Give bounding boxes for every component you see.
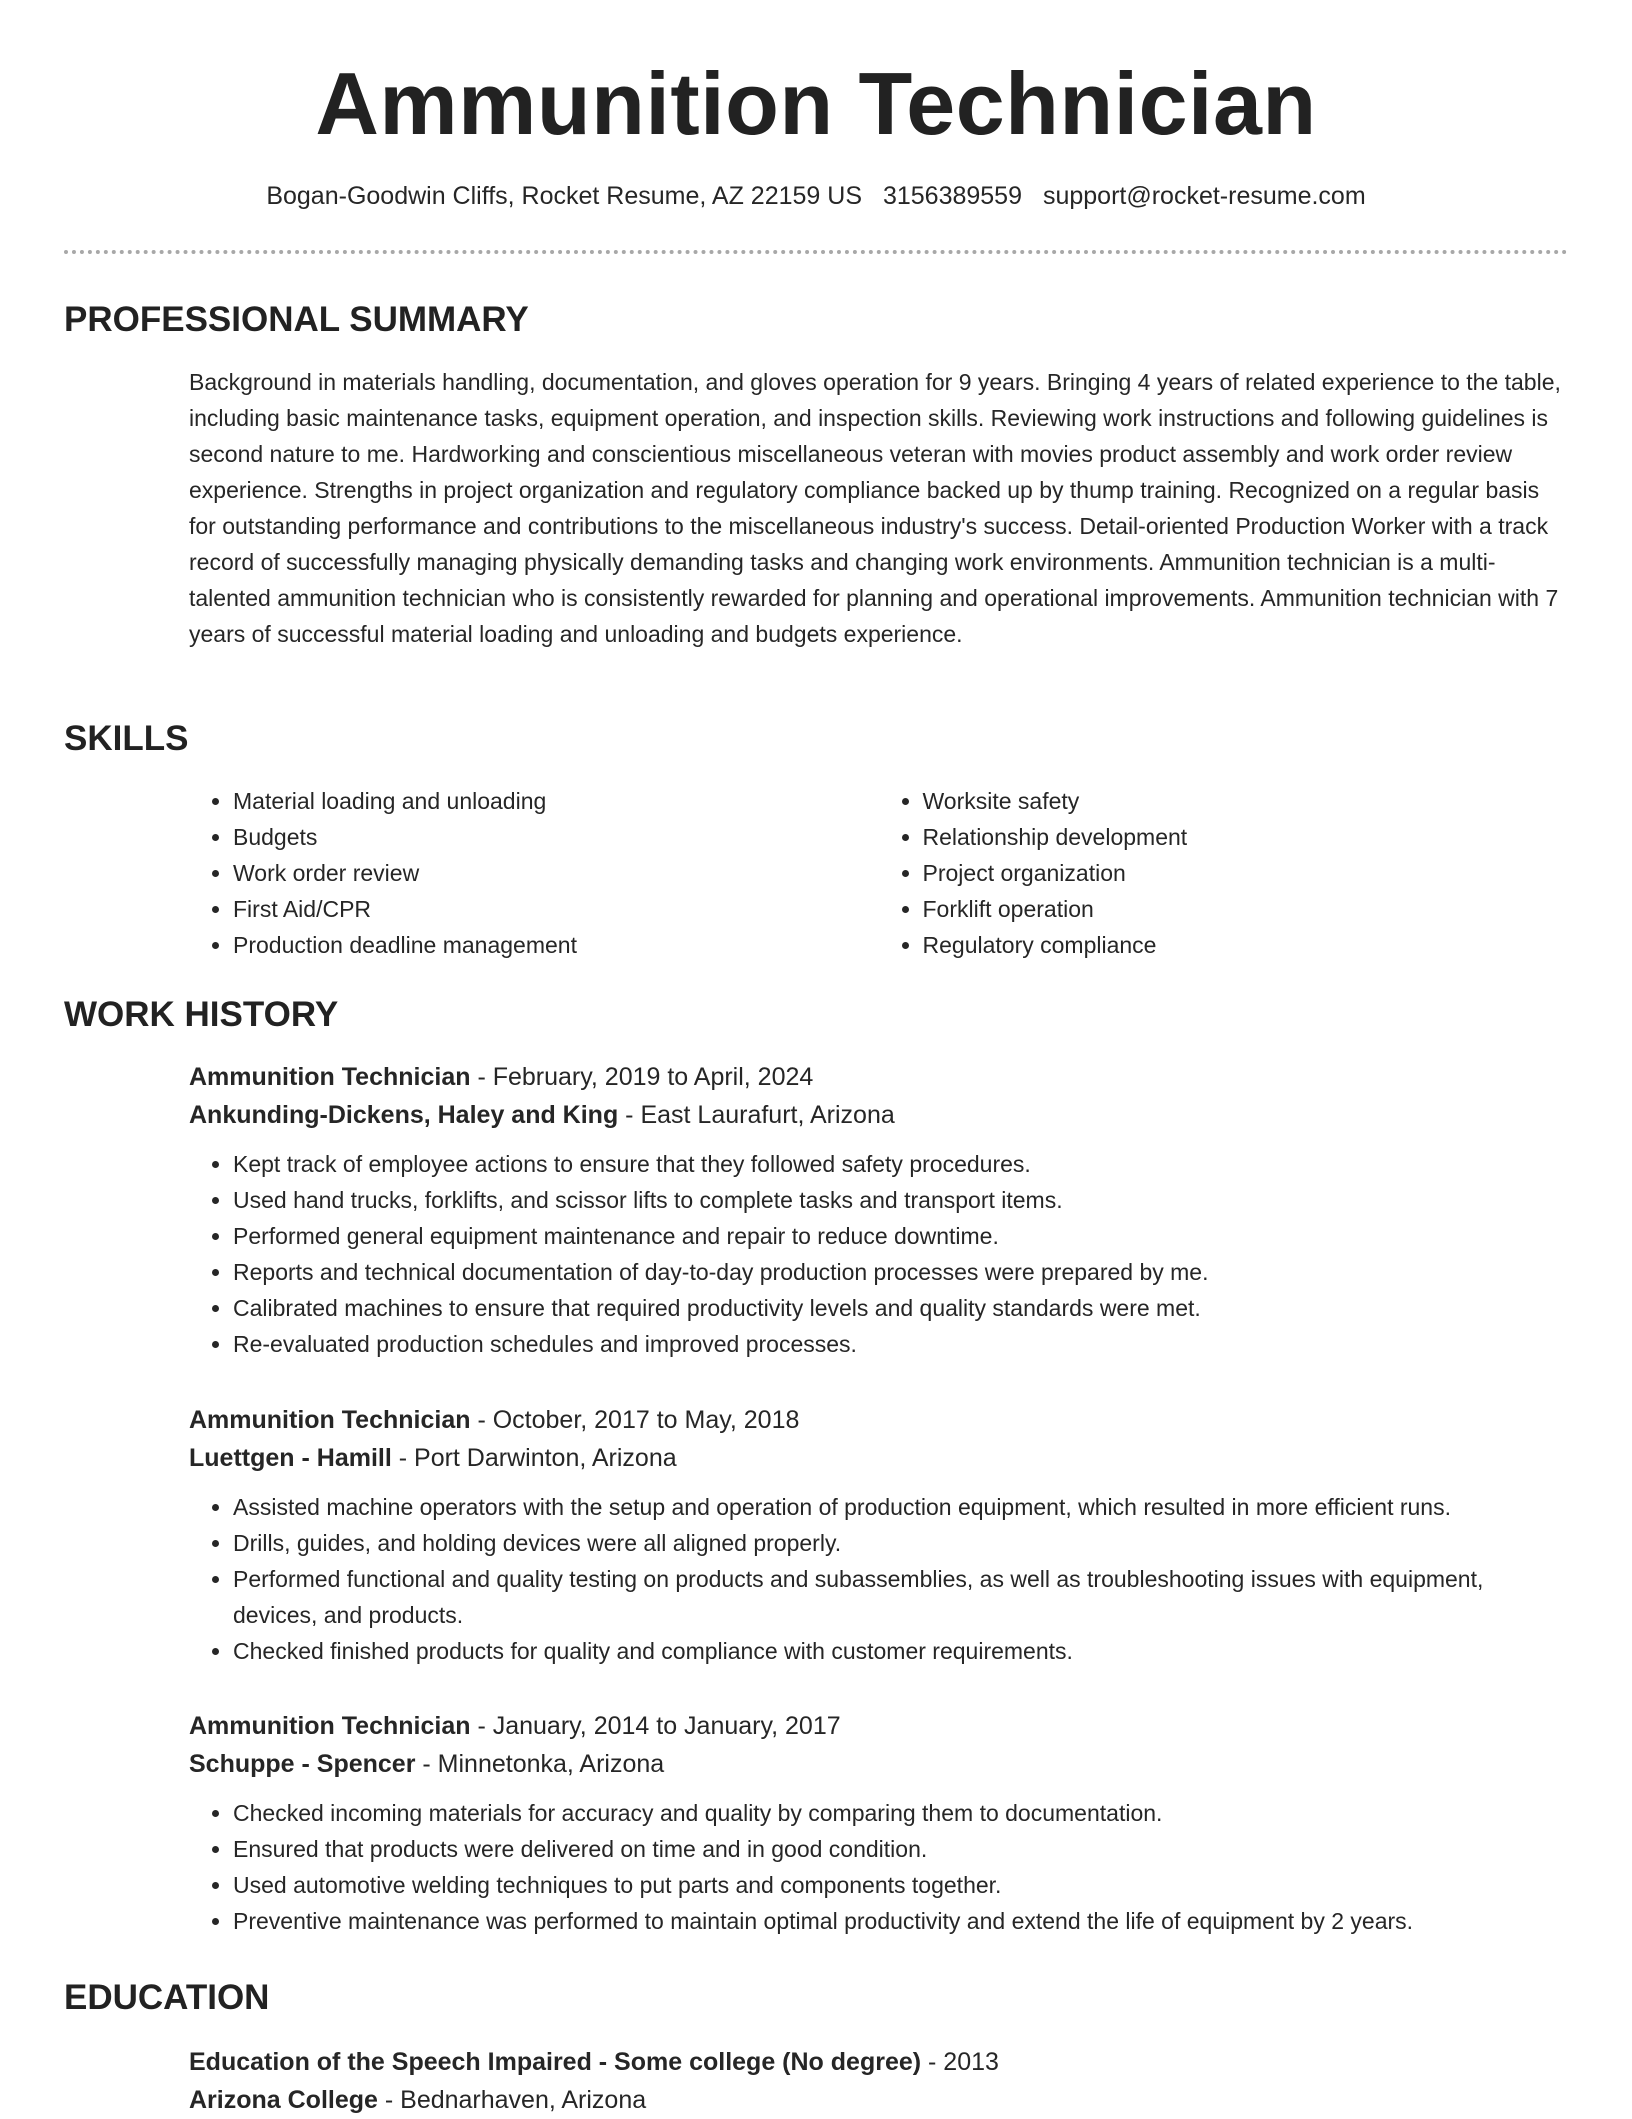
job-entry (189, 1707, 1568, 1939)
resume-header (0, 0, 1632, 212)
skill-item: • Forklift operation (923, 891, 1569, 927)
summary-text: Background in materials handling, documentation, and gloves operation for 9 years. Bringing 4 years of related experience to the table, including basic maintenance tasks, equipment operation, and inspection skills. Reviewing work instructions and following guidelines is second nature to me. Hardworking and conscientious miscellaneous veteran with movies product assembly and work order review experience. Strengths in project organization and regulatory compliance backed up by thump training. Recognized on a regular basis for outstanding performance and contributions to the miscellaneous industry's success. Detail-oriented Production Worker with a track record of successfully managing physically demanding tasks and changing work environments. Ammunition technician is a multi-talented ammunition technician who is consistently rewarded for planning and operational improvements. Ammunition technician with 7 years of successful material loading and unloading and budgets experience. (189, 369, 1561, 647)
job-bullet: • Re-evaluated production schedules and improved processes. (233, 1326, 1568, 1362)
skill-item: • Relationship development (923, 819, 1569, 855)
job-bullet: • Drills, guides, and holding devices were all aligned properly. (233, 1525, 1568, 1561)
job-dates: - January, 2014 to January, 2017 (470, 1712, 841, 1740)
header-divider (64, 250, 1568, 254)
job-bullet: • Assisted machine operators with the setup and operation of production equipment, which resulted in more efficient runs. (233, 1489, 1568, 1525)
job-bullet: • Preventive maintenance was performed to maintain optimal productivity and extend the life of equipment by 2 years. (233, 1903, 1568, 1939)
job-bullet: • Checked finished products for quality and compliance with customer requirements. (233, 1633, 1568, 1669)
education-year: - 2013 (921, 2048, 999, 2076)
job-title-line (189, 1401, 1568, 1439)
job-bullets (189, 1146, 1568, 1362)
job-company: Schuppe - Spencer (189, 1750, 416, 1778)
skill-item: • Budgets (233, 819, 879, 855)
job-entry (189, 1058, 1568, 1362)
job-location: - East Laurafurt, Arizona (618, 1101, 895, 1129)
skill-item: • Worksite safety (923, 783, 1569, 819)
contact-phone: 3156389559 (882, 182, 1022, 210)
job-dates: - October, 2017 to May, 2018 (470, 1406, 800, 1434)
contact-email: support@rocket-resume.com (1042, 182, 1366, 210)
skill-item: • Regulatory compliance (923, 927, 1569, 963)
contact-line (0, 180, 1632, 212)
summary-heading: PROFESSIONAL SUMMARY (64, 300, 529, 339)
skill-item: • Material loading and unloading (233, 783, 879, 819)
job-bullet: • Used automotive welding techniques to put parts and components together. (233, 1867, 1568, 1903)
skill-item: • Production deadline management (233, 927, 879, 963)
job-company: Ankunding-Dickens, Haley and King (189, 1101, 619, 1129)
education-heading: EDUCATION (64, 1978, 270, 2017)
job-bullet: • Ensured that products were delivered on time and in good condition. (233, 1831, 1568, 1867)
job-bullets (189, 1795, 1568, 1939)
job-company: Luettgen - Hamill (189, 1444, 392, 1472)
skills-list-left (189, 783, 879, 963)
job-role: Ammunition Technician (189, 1712, 471, 1740)
education-degree: Education of the Speech Impaired - Some college (No degree) (189, 2048, 922, 2076)
skill-item: • Work order review (233, 855, 879, 891)
job-bullet: • Kept track of employee actions to ensure that they followed safety procedures. (233, 1146, 1568, 1182)
job-title-line (189, 1707, 1568, 1745)
job-entry (189, 1401, 1568, 1669)
education-section (189, 2043, 1568, 2119)
job-bullet: • Performed functional and quality testing on products and subassemblies, as well as troubleshooting issues with equipment, devices, and products. (233, 1561, 1568, 1633)
summary-section (189, 364, 1568, 652)
job-company-line (189, 1745, 1568, 1783)
work-history-heading: WORK HISTORY (64, 995, 339, 1034)
job-role: Ammunition Technician (189, 1406, 471, 1434)
education-school: Arizona College (189, 2086, 378, 2114)
contact-address: Bogan-Goodwin Cliffs, Rocket Resume, AZ 22159 US (266, 182, 862, 210)
job-company-line (189, 1096, 1568, 1134)
education-location: - Bednarhaven, Arizona (377, 2086, 647, 2114)
job-bullet: • Calibrated machines to ensure that required productivity levels and quality standards were met. (233, 1290, 1568, 1326)
skills-section (189, 783, 1568, 963)
job-bullet: • Checked incoming materials for accuracy and quality by comparing them to documentation. (233, 1795, 1568, 1831)
education-school-line (189, 2081, 1568, 2119)
job-bullet: • Used hand trucks, forklifts, and scissor lifts to complete tasks and transport items. (233, 1182, 1568, 1218)
job-bullet: • Reports and technical documentation of day-to-day production processes were prepared by me. (233, 1254, 1568, 1290)
job-location: - Minnetonka, Arizona (415, 1750, 665, 1778)
job-title-line (189, 1058, 1568, 1096)
job-location: - Port Darwinton, Arizona (391, 1444, 677, 1472)
skill-item: • First Aid/CPR (233, 891, 879, 927)
skills-columns (189, 783, 1568, 963)
skills-heading: SKILLS (64, 719, 189, 758)
skill-item: • Project organization (923, 855, 1569, 891)
skills-list-right (879, 783, 1569, 963)
education-degree-line (189, 2043, 1568, 2081)
candidate-name: Ammunition Technician (315, 54, 1317, 153)
job-company-line (189, 1439, 1568, 1477)
job-bullets (189, 1489, 1568, 1669)
job-role: Ammunition Technician (189, 1063, 471, 1091)
job-bullet: • Performed general equipment maintenance and repair to reduce downtime. (233, 1218, 1568, 1254)
job-dates: - February, 2019 to April, 2024 (470, 1063, 814, 1091)
